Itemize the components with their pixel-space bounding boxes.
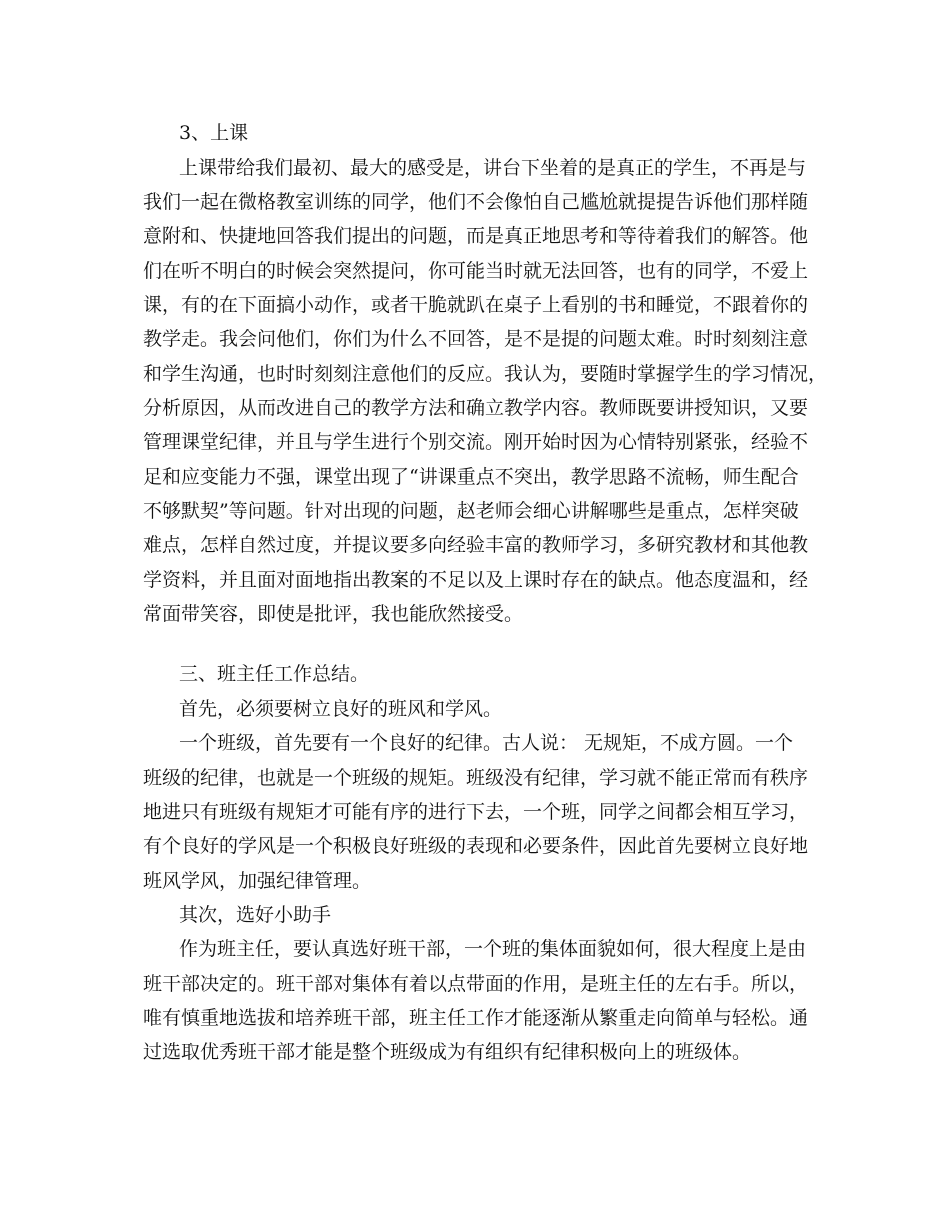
section-heading: 三、班主任工作总结。 xyxy=(179,663,370,685)
paragraph-line: 地进只有班级有规矩才可能有序的进行下去，一个班，同学之间都会相互学习， xyxy=(143,801,809,823)
paragraph-line: 意附和、快捷地回答我们提出的问题，而是真正地思考和等待着我们的解答。他 xyxy=(143,225,809,247)
paragraph-line: 有个良好的学风是一个积极良好班级的表现和必要条件，因此首先要树立良好地 xyxy=(143,835,809,857)
subsection-heading: 首先，必须要树立良好的班风和学风。 xyxy=(179,698,503,720)
paragraph-line: 一个班级，首先要有一个良好的纪律。古人说： 无规矩，不成方圆。一个 xyxy=(179,732,794,754)
section-heading: 3、上课 xyxy=(179,122,249,144)
paragraph-line: 过选取优秀班干部才能是整个班级成为有组织有纪律积极向上的班级体。 xyxy=(143,1041,752,1063)
paragraph-line: 班风学风，加强纪律管理。 xyxy=(143,870,372,892)
paragraph-line: 和学生沟通，也时时刻刻注意他们的反应。我认为，要随时掌握学生的学习情况， xyxy=(143,363,828,385)
paragraph-line: 管理课堂纪律，并且与学生进行个别交流。刚开始时因为心情特别紧张，经验不 xyxy=(143,431,809,453)
paragraph-line: 上课带给我们最初、最大的感受是，讲台下坐着的是真正的学生，不再是与 xyxy=(179,157,807,179)
paragraph-line: 班级的纪律，也就是一个班级的规矩。班级没有纪律，学习就不能正常而有秩序 xyxy=(143,767,809,789)
paragraph-line: 唯有慎重地选拔和培养班干部，班主任工作才能逐渐从繁重走向简单与轻松。通 xyxy=(143,1007,809,1029)
paragraph-line: 作为班主任，要认真选好班干部，一个班的集体面貌如何，很大程度上是由 xyxy=(179,938,807,960)
paragraph-line: 足和应变能力不强，课堂出现了“讲课重点不突出，教学思路不流畅，师生配合 xyxy=(143,466,799,488)
paragraph-line: 班干部决定的。班干部对集体有着以点带面的作用，是班主任的左右手。所以， xyxy=(143,973,809,995)
paragraph-line: 难点，怎样自然过度，并提议要多向经验丰富的教师学习，多研究教材和其他教 xyxy=(143,534,809,556)
paragraph-line: 们在听不明白的时候会突然提问，你可能当时就无法回答，也有的同学，不爱上 xyxy=(143,260,809,282)
paragraph-line: 我们一起在微格教室训练的同学，他们不会像怕自己尴尬就提提告诉他们那样随 xyxy=(143,191,809,213)
paragraph-line: 分析原因，从而改进自己的教学方法和确立教学内容。教师既要讲授知识，又要 xyxy=(143,397,809,419)
subsection-heading: 其次，选好小助手 xyxy=(179,904,332,926)
paragraph-line: 教学走。我会问他们，你们为什么不回答，是不是提的问题太难。时时刻刻注意 xyxy=(143,328,809,350)
paragraph-line: 课，有的在下面搞小动作，或者干脆就趴在桌子上看别的书和睡觉，不跟着你的 xyxy=(143,294,809,316)
paragraph-line: 不够默契”等问题。针对出现的问题，赵老师会细心讲解哪些是重点，怎样突破 xyxy=(143,500,799,522)
paragraph-line: 常面带笑容，即使是批评，我也能欣然接受。 xyxy=(143,603,524,625)
paragraph-line: 学资料，并且面对面地指出教案的不足以及上课时存在的缺点。他态度温和，经 xyxy=(143,569,809,591)
